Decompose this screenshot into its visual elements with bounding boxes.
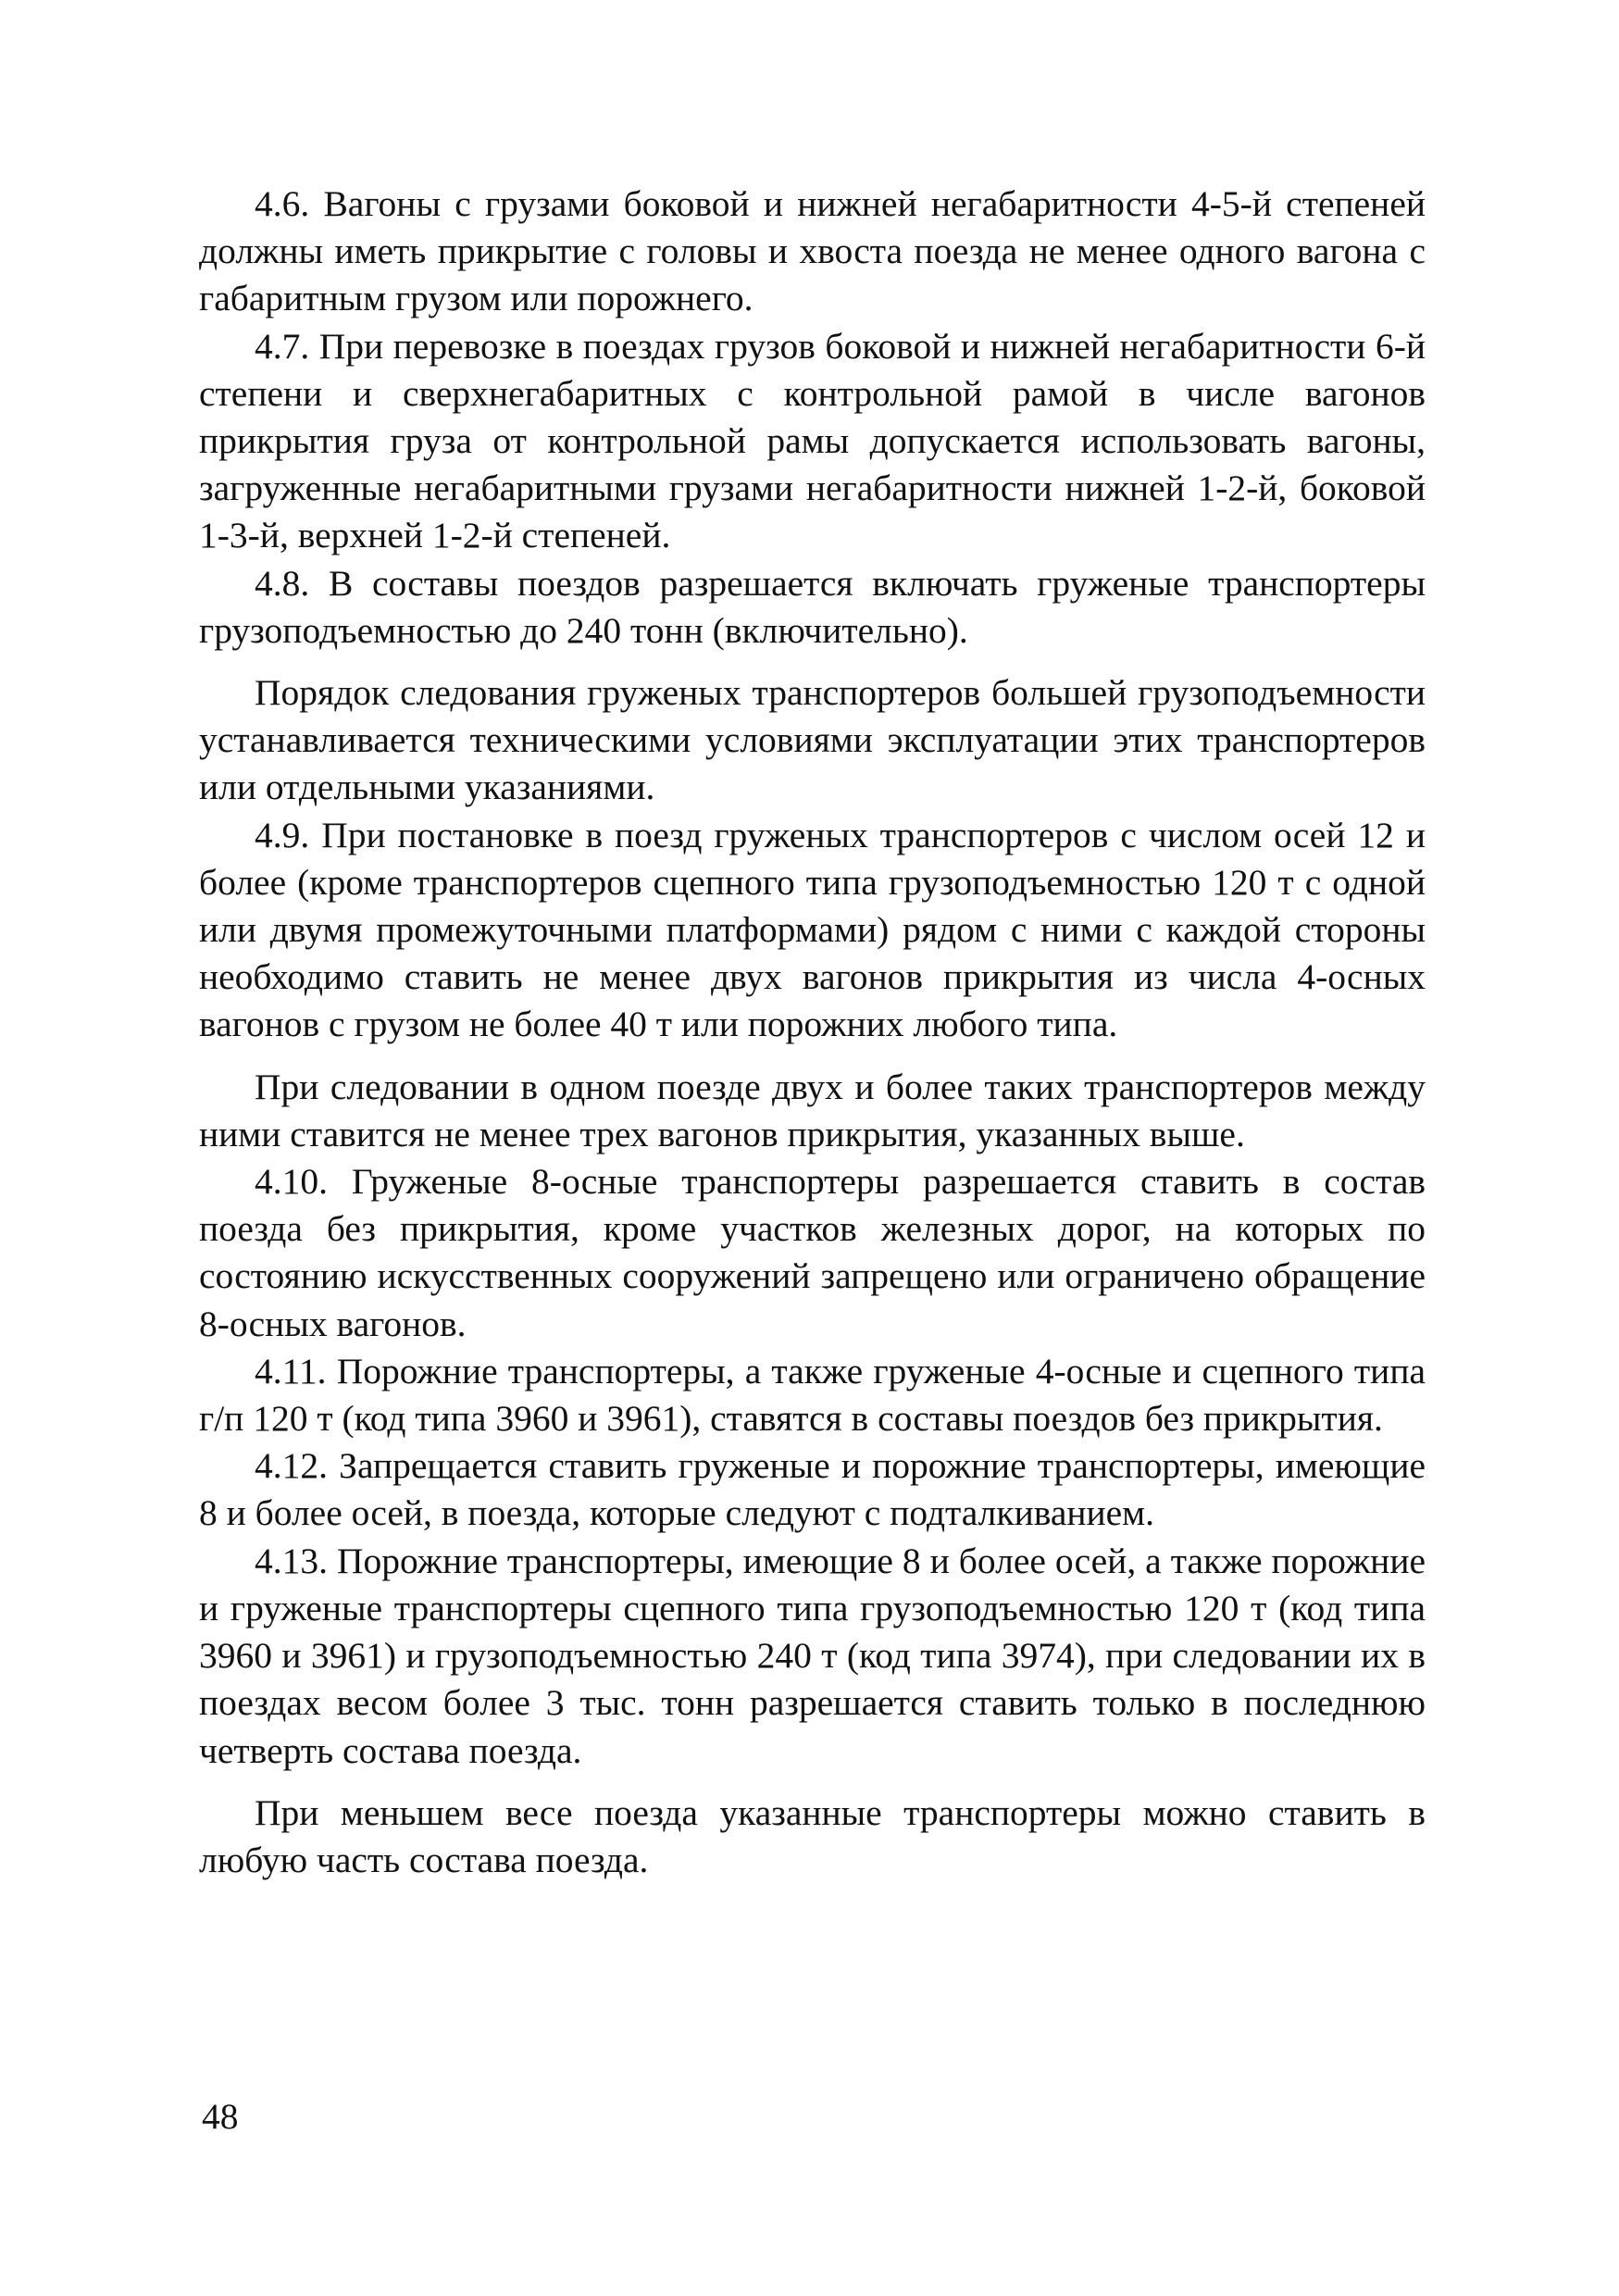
- paragraph-4-10: 4.10. Груженые 8-осные транспортеры разрешается ставить в состав поезда без прикрытия, кроме участков железных дорог, на которых по состоянию искусственных сооружений запрещено или ограничено обращение 8-осных вагонов.: [199, 1161, 1426, 1344]
- paragraph-4-8-continued: Порядок следования груженых транспортеров большей грузоподъемности устанавливается техническими условиями эксплуатации этих транспортеров или отдельными указаниями.: [199, 672, 1426, 808]
- paragraph-4-13-continued: При меньшем весе поезда указанные транспортеры можно ставить в любую часть состава поезда.: [199, 1791, 1426, 1880]
- page-number: 48: [202, 2096, 239, 2137]
- paragraph-4-8: 4.8. В составы поездов разрешается включать груженые транспортеры грузоподъемностью до 240 тонн (включительно).: [199, 562, 1426, 651]
- paragraph-4-13: 4.13. Порожние транспортеры, имеющие 8 и более осей, а также порожние и груженые транспортеры сцепного типа грузоподъемностью 120 т (код типа 3960 и 3961) и грузоподъемностью 240 т (код типа 3974), при следовании их в поездах весом более 3 тыс. тонн разрешается ставить только в последнюю четверть состава поезда.: [199, 1540, 1426, 1771]
- paragraph-4-9: 4.9. При постановке в поезд груженых транспортеров с числом осей 12 и более (кроме транспортеров сцепного типа грузоподъемностью 120 т с одной или двумя промежуточными платформами) рядом с ними с каждой стороны необходимо ставить не менее двух вагонов прикрытия из числа 4-осных вагонов с грузом не более 40 т или порожних любого типа.: [199, 814, 1426, 1045]
- paragraph-4-6: 4.6. Вагоны с грузами боковой и нижней негабаритности 4-5-й степеней должны иметь прикрытие с головы и хвоста поезда не менее одного вагона с габаритным грузом или порожнего.: [199, 183, 1426, 319]
- paragraph-4-7: 4.7. При перевозке в поездах грузов боковой и нижней негабаритности 6-й степени и сверхнегабаритных с контрольной рамой в числе вагонов прикрытия груза от контрольной рамы допускается использовать вагоны, загруженные негабаритными грузами негабаритности нижней 1-2-й, боковой 1-3-й, верхней 1-2-й степеней.: [199, 325, 1426, 556]
- page-body: [199, 181, 1426, 1884]
- paragraph-4-11: 4.11. Порожние транспортеры, а также груженые 4-осные и сцепного типа г/п 120 т (код типа 3960 и 3961), ставятся в составы поездов без прикрытия.: [199, 1350, 1426, 1440]
- paragraph-4-9-continued: При следовании в одном поезде двух и более таких транспортеров между ними ставится не менее трех вагонов прикрытия, указанных выше.: [199, 1066, 1426, 1154]
- paragraph-4-12: 4.12. Запрещается ставить груженые и порожние транспортеры, имеющие 8 и более осей, в поезда, которые следуют с подталкиванием.: [199, 1445, 1426, 1534]
